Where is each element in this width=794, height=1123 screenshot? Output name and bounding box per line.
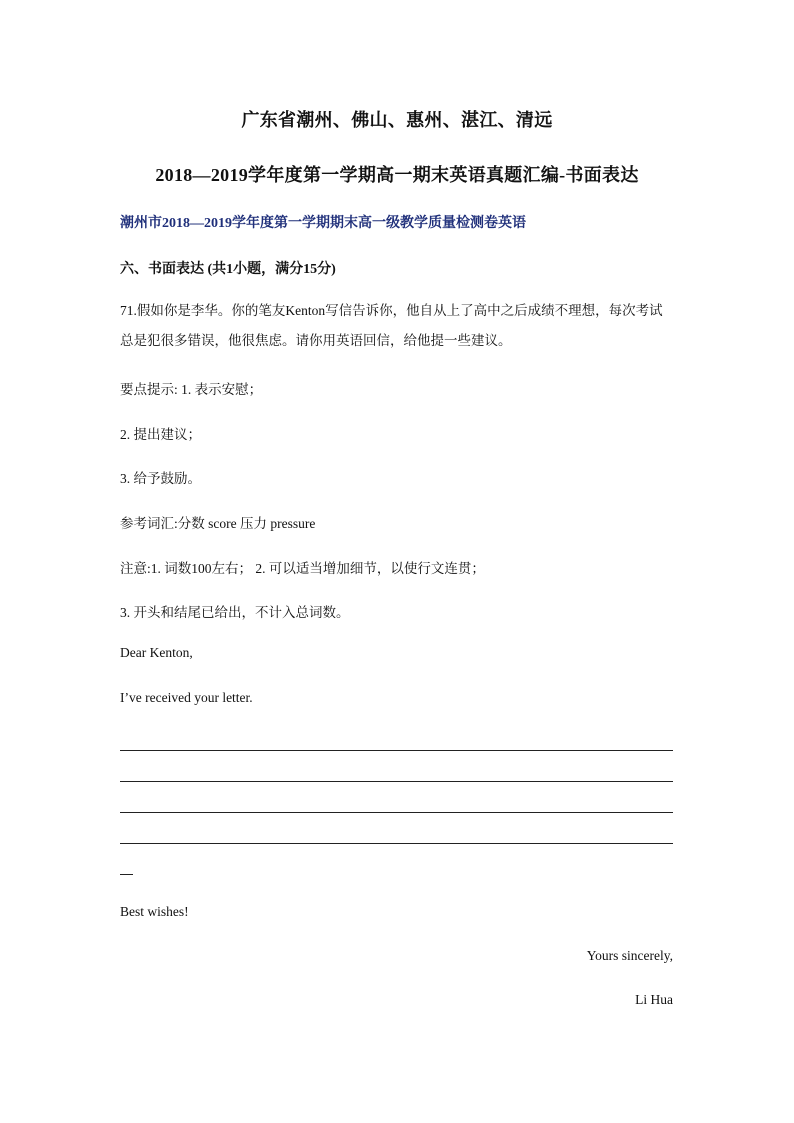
document-title: 广东省潮州、佛山、惠州、湛江、清远 — [241, 110, 553, 130]
requirement-1: 要点提示: 1. 表示安慰； — [120, 382, 263, 397]
answer-line-1 — [120, 750, 673, 751]
requirement-3: 3. 给予鼓励。 — [120, 471, 201, 486]
letter-signature: Li Hua — [635, 992, 673, 1007]
answer-line-4 — [120, 843, 673, 844]
letter-closing: Yours sincerely, — [586, 948, 673, 963]
answer-line-stub — [120, 874, 133, 875]
section-heading: 六、书面表达 (共1小题，满分15分) — [120, 262, 336, 277]
exam-source-heading: 潮州市2018—2019学年度第一学期期末高一级教学质量检测卷英语 — [120, 216, 526, 231]
reference-vocabulary: 参考词汇:分数 score 压力 pressure — [120, 516, 316, 531]
letter-best-wishes: Best wishes! — [120, 904, 189, 919]
answer-line-3 — [120, 812, 673, 813]
question-prompt: 71.假如你是李华。你的笔友Kenton写信告诉你，他自从上了高中之后成绩不理想，每次考试总是犯很多错误，他很焦虑。请你用英语回信，给他提一些建议。 — [120, 303, 663, 348]
document-subtitle: 2018—2019学年度第一学期高一期末英语真题汇编-书面表达 — [155, 165, 639, 185]
note-2: 3. 开头和结尾已给出，不计入总词数。 — [120, 605, 350, 620]
letter-salutation: Dear Kenton, — [120, 645, 193, 660]
note-1: 注意:1. 词数100左右； 2. 可以适当增加细节，以使行文连贯； — [120, 561, 485, 576]
letter-opening: I’ve received your letter. — [120, 690, 253, 705]
requirement-2: 2. 提出建议； — [120, 427, 201, 442]
answer-line-2 — [120, 781, 673, 782]
